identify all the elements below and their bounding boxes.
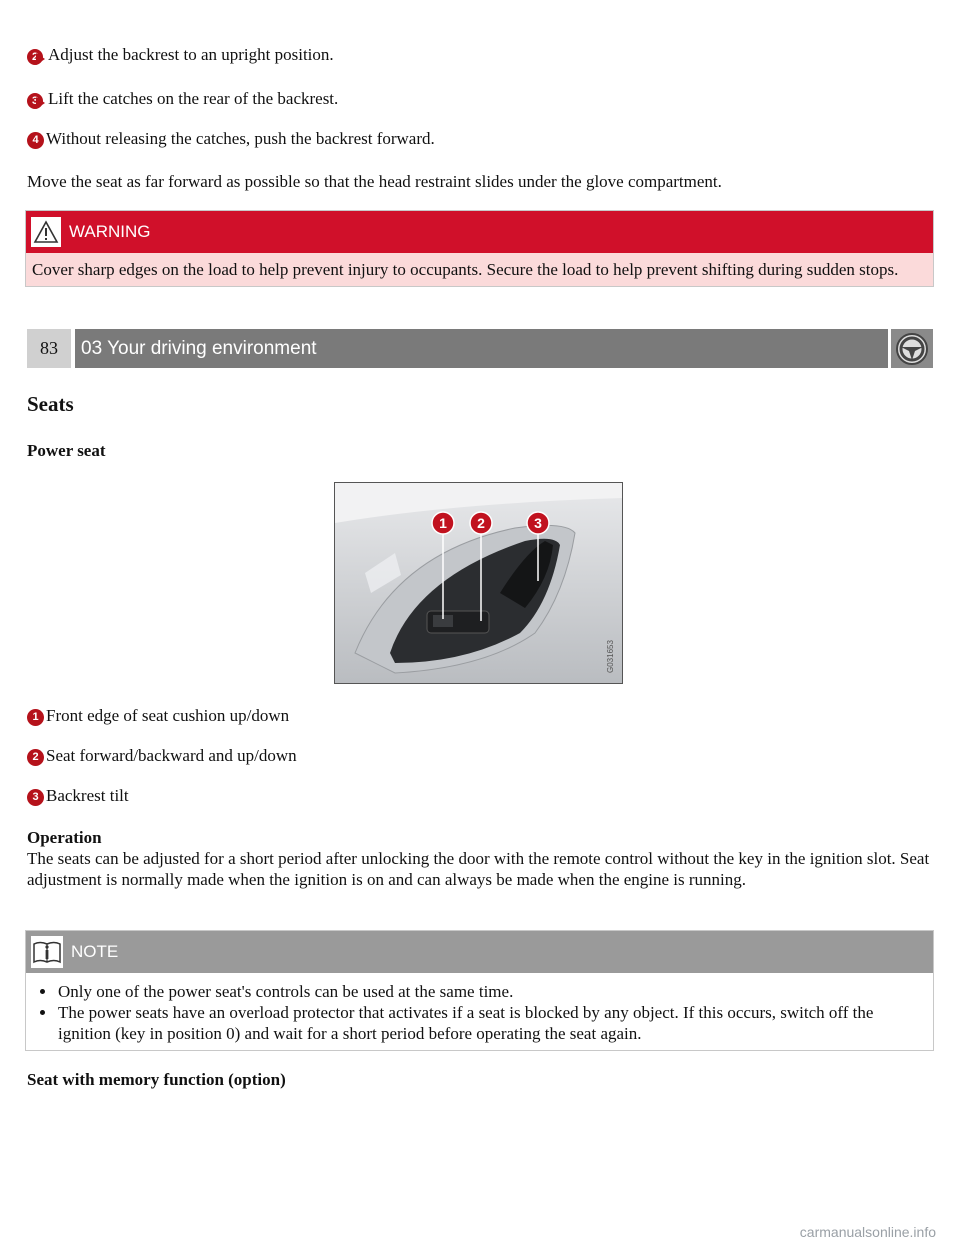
warning-box (25, 210, 934, 287)
note-item-1: Only one of the power seat's controls can be used at the same time. (32, 981, 927, 1002)
step-4 (27, 129, 435, 149)
chapter-bar (27, 329, 933, 368)
note-header (26, 931, 933, 973)
step-4-text: Without releasing the catches, push the backrest forward. (46, 129, 435, 148)
page-number: 83 (27, 329, 71, 368)
note-box (25, 930, 934, 1051)
figure-code: G031653 (606, 640, 615, 673)
site-watermark: carmanualsonline.info (799, 1224, 936, 1240)
step-2-text: Adjust the backrest to an upright position. (48, 45, 334, 64)
warning-triangle-icon (31, 217, 61, 247)
operation-section (27, 827, 932, 890)
control-1-icon: 1 (27, 709, 44, 726)
control-3 (27, 786, 129, 806)
memory-function-heading: Seat with memory function (option) (27, 1070, 286, 1089)
step-4-icon: 4 (27, 132, 44, 149)
warning-title: WARNING (69, 222, 151, 241)
note-item-2: The power seats have an overload protector that activates if a seat is blocked by any object. If this occurs, switch off the ignition (key in position 0) and wait for a short period before operating the seat again. (32, 1002, 927, 1044)
callout-3-label: 3 (534, 515, 542, 531)
step-2 (27, 45, 334, 65)
chapter-title: 03 Your driving environment (75, 329, 888, 368)
step-2-icon: 2 (27, 47, 47, 65)
control-2-icon: 2 (27, 749, 44, 766)
step-3-icon: 3 (27, 91, 47, 109)
warning-header (26, 211, 933, 253)
control-3-text: Backrest tilt (46, 786, 129, 805)
operation-text: The seats can be adjusted for a short period after unlocking the door with the remote control without the key in the ignition slot. Seat adjustment is normally made when the ignition is on and can always be made when the engine is running. (27, 849, 930, 889)
warning-text: Cover sharp edges on the load to help prevent injury to occupants. Secure the load to help prevent shifting during sudden stops. (26, 253, 933, 286)
power-seat-heading: Power seat (27, 441, 106, 460)
callout-2-label: 2 (477, 515, 485, 531)
control-1-text: Front edge of seat cushion up/down (46, 706, 290, 725)
control-1 (27, 706, 289, 726)
power-seat-illustration (335, 483, 623, 684)
control-3-icon: 3 (27, 789, 44, 806)
note-body (26, 973, 933, 1050)
move-seat-text: Move the seat as far forward as possible so that the head restraint slides under the glove compartment. (27, 172, 722, 191)
power-seat-figure (334, 482, 623, 684)
control-2 (27, 746, 297, 766)
control-2-text: Seat forward/backward and up/down (46, 746, 297, 765)
note-list (32, 981, 927, 1044)
operation-title: Operation (27, 828, 102, 847)
book-info-icon (31, 936, 63, 968)
callout-1-label: 1 (439, 515, 447, 531)
steering-wheel-icon (891, 329, 933, 368)
step-3-text: Lift the catches on the rear of the backrest. (48, 89, 339, 108)
note-title: NOTE (71, 942, 119, 961)
section-heading: Seats (27, 392, 74, 416)
step-3 (27, 89, 338, 109)
